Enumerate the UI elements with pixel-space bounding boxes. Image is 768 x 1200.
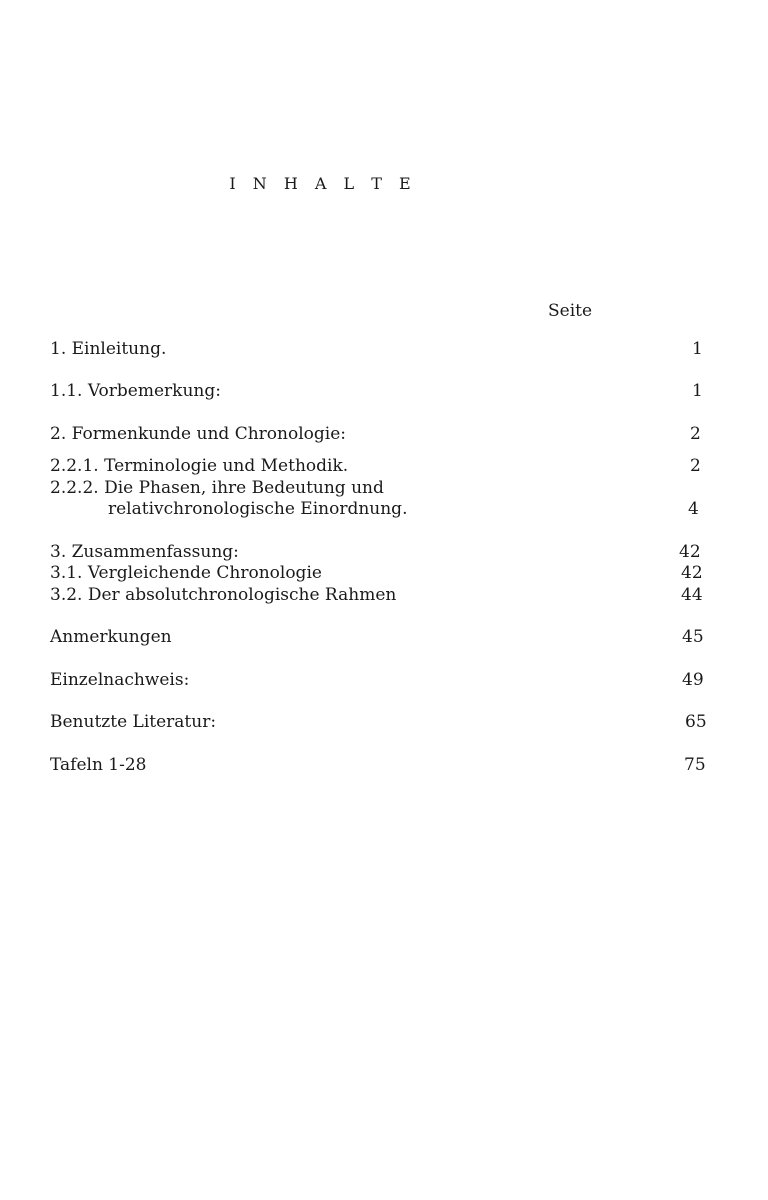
toc-entry-label: 2. Formenkunde und Chronologie: (50, 424, 346, 444)
toc-entry-page: 42 (681, 563, 703, 583)
toc-entry (50, 423, 706, 445)
toc-entry-label: 3. Zusammenfassung: (50, 542, 239, 562)
toc-entry-page: 1 (692, 381, 703, 401)
toc-entry-label: 3.1. Vergleichende Chronologie (50, 563, 322, 583)
toc-entry-page: 2 (690, 424, 701, 444)
toc-entry (50, 477, 706, 499)
toc-entry-page: 2 (690, 456, 701, 476)
toc-entry-label: 1. Einleitung. (50, 339, 167, 359)
toc-entry-page: 49 (682, 670, 704, 690)
toc-entry-label: Tafeln 1-28 (50, 755, 147, 775)
toc-entry-page: 45 (682, 627, 704, 647)
toc-entry (50, 626, 706, 648)
toc-entry-continuation (50, 498, 706, 520)
toc-entry-label: 2.2.2. Die Phasen, ihre Bedeutung und (50, 478, 384, 498)
toc-entry (50, 584, 706, 606)
toc-entry-page: 44 (681, 585, 703, 605)
toc-entry-label: relativchronologische Einordnung. (108, 499, 408, 519)
toc-entry-page: 42 (679, 542, 701, 562)
toc-entry-label: Einzelnachweis: (50, 670, 190, 690)
toc-entry (50, 541, 706, 563)
toc-entry-page: 1 (692, 339, 703, 359)
toc-entry (50, 669, 706, 691)
page-column-header: Seite (548, 301, 593, 321)
page-title: I N H A L T E (229, 174, 417, 193)
toc-entry (50, 754, 706, 776)
toc-entry-page: 65 (685, 712, 707, 732)
toc-entry-label: Benutzte Literatur: (50, 712, 217, 732)
toc-entry-page: 75 (684, 755, 706, 775)
toc-entry (50, 455, 706, 477)
toc-entry-label: 1.1. Vorbemerkung: (50, 381, 221, 401)
toc-entry-label: 3.2. Der absolutchronologische Rahmen (50, 585, 397, 605)
toc-entry (50, 338, 706, 360)
toc-entry (50, 562, 706, 584)
toc-entry-page: 4 (688, 499, 699, 519)
toc-entry (50, 380, 706, 402)
toc-entry (50, 711, 706, 733)
toc-entry-label: Anmerkungen (50, 627, 172, 647)
toc-entry-label: 2.2.1. Terminologie und Methodik. (50, 456, 349, 476)
